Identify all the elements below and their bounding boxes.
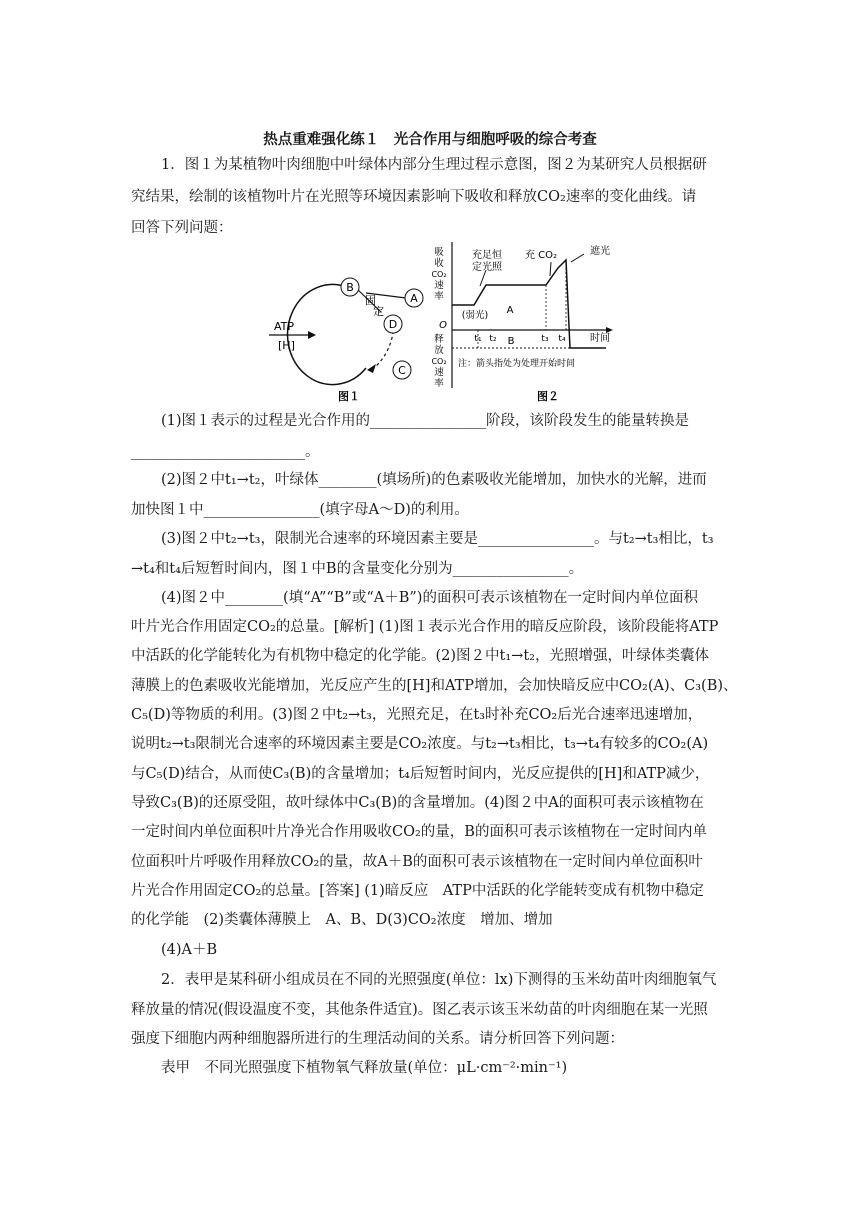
y-down-4: 速 xyxy=(434,367,444,378)
node-d-label: D xyxy=(388,318,398,331)
q2-line-1: 2．表甲是某科研小组成员在不同的光照强度(单位：lx)下测得的玉米幼苗叶肉细胞氧气 xyxy=(161,972,717,988)
y-up-1: 吸 xyxy=(434,247,444,258)
area-a-label: A xyxy=(506,305,514,316)
answer-line-3: (4)A＋B xyxy=(161,942,218,958)
node-b-label: B xyxy=(346,281,354,294)
figure-2 xyxy=(431,242,613,403)
q1-part3-line-2: →t₄和t₄后短暂时间内，图１中B的含量变化分别为________________。 xyxy=(131,561,584,577)
q1-part1-line-1: (1)图１表示的过程是光合作用的________________阶段，该阶段发生的能量转换是 xyxy=(161,413,690,429)
area-b-label: B xyxy=(507,336,515,347)
analysis-line-9: 位面积叶片呼吸作用释放CO₂的量，故A＋B的面积可表示该植物在一定时间内单位面积叶 xyxy=(131,854,703,870)
weak-light-label: (弱光) xyxy=(461,310,489,321)
shade-arrow xyxy=(571,254,584,262)
analysis-line-2: 中活跃的化学能转化为有机物中稳定的化学能。(2)图２中t₁→t₂，光照增强，叶绿体类囊体 xyxy=(131,648,709,664)
page-title: 热点重难强化练１ 光合作用与细胞呼吸的综合考查 xyxy=(263,132,597,148)
analysis-line-5: 说明t₂→t₃限制光合速率的环境因素主要是CO₂浓度。与t₂→t₃相比，t₃→t₄有较多的CO₂(A) xyxy=(131,736,709,752)
node-a-label: A xyxy=(410,292,418,305)
table-caption: 表甲 不同光照强度下植物氧气释放量(单位：μL·cm⁻²·min⁻¹) xyxy=(161,1060,568,1076)
figure-1-caption: 图１ xyxy=(338,390,360,403)
analysis-line-3: 薄膜上的色素吸收光能增加，光反应产生的[H]和ATP增加，会加快暗反应中CO₂(A)、C₃(B)、 xyxy=(131,678,738,694)
q1-part2-line-2: 加快图１中________________(填字母A～D)的利用。 xyxy=(131,502,469,518)
atp-label: ATP xyxy=(274,320,295,333)
fix-label-2: 定 xyxy=(373,305,384,318)
q1-line-3: 回答下列问题： xyxy=(131,220,233,236)
node-c-label: C xyxy=(398,364,406,377)
y-down-5: 率 xyxy=(434,378,444,389)
atp-arrow-head xyxy=(308,331,316,339)
y-up-3: CO₂ xyxy=(431,270,447,279)
co2-label: 充 CO₂ xyxy=(524,250,558,261)
analysis-line-6: 与C₅(D)结合，从而使C₃(B)的含量增加；t₄后短暂时间内，光反应提供的[H]和ATP减少， xyxy=(131,766,710,782)
analysis-line-8: 一定时间内单位面积叶片净光合作用吸收CO₂的量，B的面积可表示该植物在一定时间内单 xyxy=(131,824,707,840)
answer-line-1: 片光合作用固定CO₂的总量。[答案] (1)暗反应 ATP中活跃的化学能转变成有机物中稳定 xyxy=(131,883,704,899)
answer-line-2: 的化学能 (2)类囊体薄膜上 A、B、D(3)CO₂浓度 增加、增加 xyxy=(131,912,553,928)
origin-label: O xyxy=(439,320,447,331)
y-up-5: 率 xyxy=(434,291,444,302)
q1-line-1: 1．图１为某植物叶肉细胞中叶绿体内部分生理过程示意图，图２为某研究人员根据研 xyxy=(161,157,707,173)
y-down-1: 释 xyxy=(434,334,444,345)
q1-part1-line-2: ________________________。 xyxy=(131,444,320,460)
q1-part4-line-1: (4)图２中________(填“A”“B”或“A＋B”)的面积可表示该植物在一定时间内单位面积 xyxy=(161,590,698,606)
q1-part2-line-1: (2)图２中t₁→t₂，叶绿体________(填场所)的色素吸收光能增加，加快水的光解，进而 xyxy=(161,472,707,488)
shade-label: 遮光 xyxy=(590,246,610,257)
figure-2-caption: 图２ xyxy=(537,390,559,403)
light-label-2: 定光照 xyxy=(472,262,502,273)
y-down-3: CO₂ xyxy=(431,357,447,366)
figure-1 xyxy=(269,278,423,403)
x-axis-label: 时间 xyxy=(590,333,610,344)
figure-note: 注：箭头指处为处理开始时间 xyxy=(458,359,576,369)
light-label-1: 充足恒 xyxy=(472,250,502,261)
q2-line-2: 释放量的情况(假设温度不变，其他条件适宜)。图乙表示该玉米幼苗的叶肉细胞在某一光照 xyxy=(131,1002,708,1018)
figures xyxy=(266,240,626,405)
h-label: [H] xyxy=(278,339,295,352)
y-down-2: 放 xyxy=(434,345,444,356)
fix-label-1: 固 xyxy=(365,294,376,307)
tick-t2: t₂ xyxy=(489,334,497,344)
analysis-line-7: 导致C₃(B)的还原受阻，故叶绿体中C₃(B)的含量增加。(4)图２中A的面积可表示该植物在 xyxy=(131,795,704,811)
y-up-2: 收 xyxy=(434,258,444,269)
arrow-head xyxy=(367,364,376,373)
analysis-line-4: C₅(D)等物质的利用。(3)图２中t₂→t₃，光照充足，在t₃时补充CO₂后光合速率迅速增加， xyxy=(131,707,703,723)
tick-t3: t₃ xyxy=(541,334,549,344)
q1-part3-line-1: (3)图２中t₂→t₃，限制光合速率的环境因素主要是________________。与t₂→t₃相比，t₃ xyxy=(161,531,714,547)
y-up-4: 速 xyxy=(434,280,444,291)
tick-t1: t₁ xyxy=(474,334,482,344)
co2-arrow xyxy=(550,262,551,276)
tick-t4: t₄ xyxy=(558,334,566,344)
q2-line-3: 强度下细胞内两种细胞器所进行的生理活动间的关系。请分析回答下列问题： xyxy=(131,1031,624,1047)
q1-line-2: 究结果，绘制的该植物叶片在光照等环境因素影响下吸收和释放CO₂速率的变化曲线。请 xyxy=(131,189,697,205)
analysis-line-1: 叶片光合作用固定CO₂的总量。[解析] (1)图１表示光合作用的暗反应阶段，该阶段能将ATP xyxy=(131,619,719,635)
